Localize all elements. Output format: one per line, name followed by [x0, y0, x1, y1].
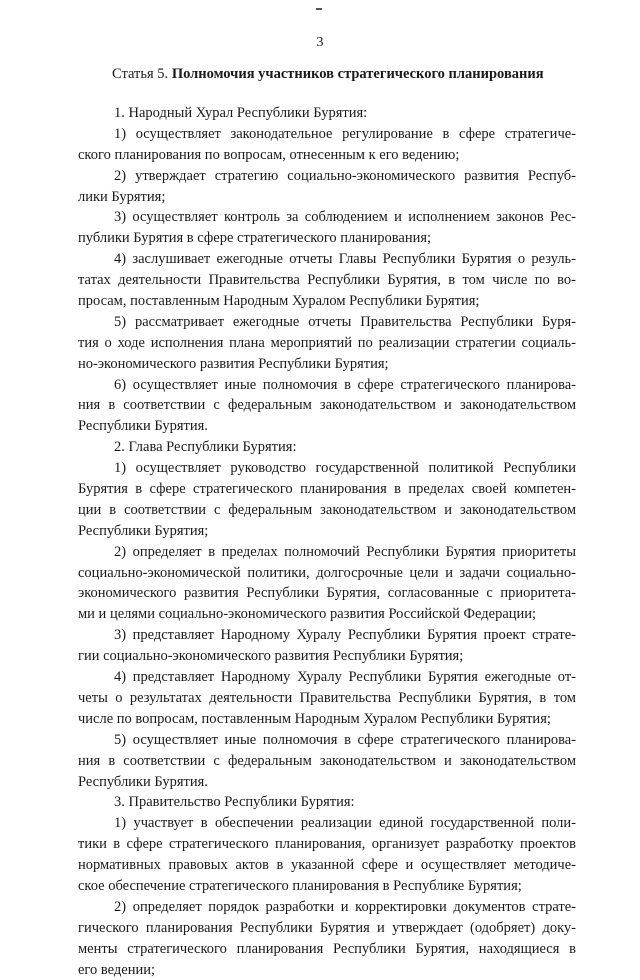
text-line: 1. Народный Хурал Республики Бурятия:: [114, 105, 368, 121]
text-line: 3) осуществляет контроль за соблюдением и исполнением законов Рес-: [114, 209, 576, 226]
text-line: ского планирования по вопросам, отнесенным к его ведению;: [78, 146, 460, 163]
text-line: публики Бурятия в сфере стратегического планирования;: [78, 230, 432, 247]
text-line: лики Бурятия;: [78, 188, 166, 205]
text-line: 1) участвует в обеспечении реализации единой государственной поли-: [114, 815, 576, 832]
text-line: 2) определяет порядок разработки и корректировки документов страте-: [114, 898, 576, 915]
text-line: 4) представляет Народному Хуралу Республики Бурятия ежегодные от-: [114, 669, 576, 686]
text-line: 2. Глава Республики Бурятия:: [114, 439, 297, 456]
text-line: 2) определяет в пределах полномочий Республики Бурятия приоритеты: [114, 543, 576, 560]
article-label: Статья 5.: [112, 66, 169, 82]
text-line: четы о результатах деятельности Правительства Республики Бурятия, в том: [78, 689, 576, 706]
article-heading: [112, 66, 544, 83]
text-line: 5) рассматривает ежегодные отчеты Правительства Республики Буря-: [114, 313, 576, 330]
text-line: 4) заслушивает ежегодные отчеты Главы Республики Бурятия о резуль-: [114, 251, 576, 268]
text-line: 6) осуществляет иные полномочия в сфере стратегического планирова-: [114, 376, 576, 393]
text-line: Республики Бурятия;: [78, 522, 209, 539]
text-line: тия о ходе исполнения плана мероприятий по реализации стратегии социаль-: [78, 334, 576, 351]
text-line: экономического развития Республики Бурятия, согласованные с приоритета-: [78, 585, 576, 602]
text-line: 1) осуществляет руководство государственной политикой Республики: [114, 460, 576, 477]
text-line: 3. Правительство Республики Бурятия:: [114, 794, 355, 811]
text-line: ции в соответствии с федеральным законодательством и законодательством: [78, 501, 576, 518]
text-line: ское обеспечение стратегического планирования в Республике Бурятия;: [78, 877, 522, 894]
text-line: гии социально-экономического развития Республики Бурятия;: [78, 648, 464, 665]
text-line: просам, поставленным Народным Хуралом Республики Бурятия;: [78, 293, 480, 310]
text-line: 3) представляет Народному Хуралу Республики Бурятия проект страте-: [114, 627, 576, 644]
text-line: Республики Бурятия.: [78, 773, 208, 790]
text-line: его ведении;: [78, 961, 156, 978]
article-title: Полномочия участников стратегического планирования: [171, 66, 544, 82]
text-line: социально-экономической политики, долгосрочные цели и задачи социально-: [78, 564, 576, 581]
text-line: гического планирования Республики Бурятия и утверждает (одобряет) доку-: [78, 919, 576, 936]
document-body: [78, 103, 576, 980]
text-line: 2) утверждает стратегию социально-экономического развития Респуб-: [114, 167, 576, 184]
text-line: Бурятия в сфере стратегического планирования в пределах своей компетен-: [78, 481, 576, 498]
text-line: тики в сфере стратегического планирования, организует разработку проектов: [78, 836, 576, 853]
text-line: менты стратегического планирования Республики Бурятия, находящиеся в: [78, 940, 576, 957]
text-line: Республики Бурятия.: [78, 418, 208, 435]
text-line: но-экономического развития Республики Бурятия;: [78, 355, 389, 372]
text-line: ния в соответствии с федеральным законодательством и законодательством: [78, 397, 576, 414]
text-line: татах деятельности Правительства Республики Бурятия, в том числе по во-: [78, 272, 576, 289]
page-number: 3: [316, 35, 324, 50]
text-line: числе по вопросам, поставленным Народным Хуралом Республики Бурятия;: [78, 710, 551, 727]
text-line: ми и целями социально-экономического развития Российской Федерации;: [78, 606, 537, 623]
text-line: ния в соответствии с федеральным законодательством и законодательством: [78, 752, 576, 769]
text-line: 1) осуществляет законодательное регулирование в сфере стратегиче-: [114, 125, 576, 142]
text-line: 5) осуществляет иные полномочия в сфере стратегического планирова-: [114, 731, 576, 748]
text-line: нормативных правовых актов в указанной сфере и осуществляет методиче-: [78, 857, 576, 874]
scan-mark: [316, 8, 322, 10]
